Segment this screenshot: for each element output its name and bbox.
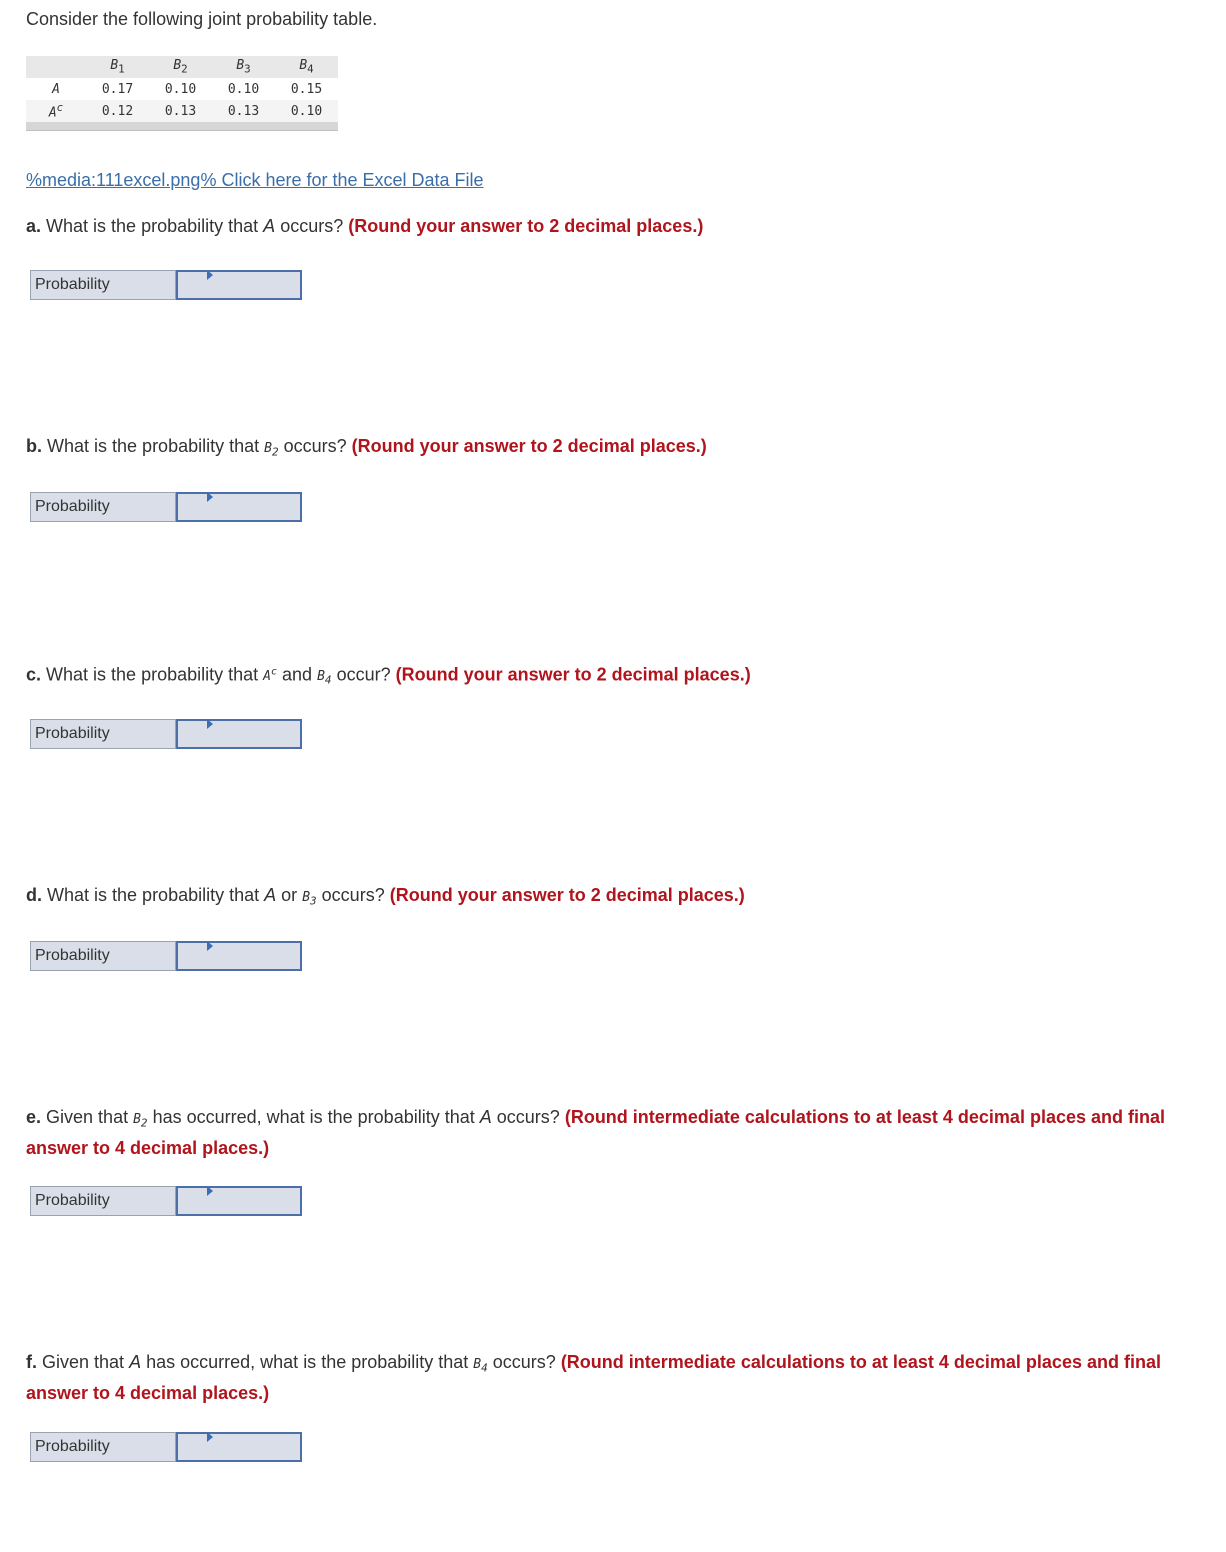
answer-row-c <box>30 719 302 749</box>
answer-row-d <box>30 941 302 971</box>
flag-icon <box>207 1186 213 1196</box>
answer-label: Probability <box>30 719 176 749</box>
answer-row-a <box>30 270 302 300</box>
question-d: d. What is the probability that A or $B_3$ occurs? (Round your answer to 2 decimal places.) <box>26 885 745 908</box>
table-cell: 0.10 <box>227 81 260 97</box>
question-a: a. What is the probability that A occurs? (Round your answer to 2 decimal places.) <box>26 216 704 236</box>
col-header-b4: $B_4$ <box>299 58 314 76</box>
col-header-b2: $B_2$ <box>173 58 188 76</box>
table-cell: 0.17 <box>101 81 134 97</box>
row-label-a: A <box>52 81 60 97</box>
answer-label: Probability <box>30 270 176 300</box>
answer-input-c[interactable] <box>176 719 302 749</box>
answer-input-d[interactable] <box>176 941 302 971</box>
joint-probability-table <box>26 56 338 131</box>
answer-input-a[interactable] <box>176 270 302 300</box>
flag-icon <box>207 719 213 729</box>
answer-label: Probability <box>30 1186 176 1216</box>
question-e: e. Given that $B_2$ has occurred, what is the probability that A occurs? (Round intermediate calculations to at least 4 decimal places and final answer to 4 decimal places.) <box>26 1107 1165 1158</box>
answer-label: Probability <box>30 941 176 971</box>
table-scrollbar <box>26 122 338 131</box>
question-c: c. What is the probability that $A^c$ and $B_4$ occur? (Round your answer to 2 decimal places.) <box>26 664 751 687</box>
question-f: f. Given that A has occurred, what is the probability that $B_4$ occurs? (Round intermediate calculations to at least 4 decimal places and final answer to 4 decimal places.) <box>26 1352 1161 1403</box>
excel-data-link[interactable]: %media:111excel.png% Click here for the Excel Data File <box>26 170 484 190</box>
table-row <box>26 100 338 122</box>
flag-icon <box>207 270 213 280</box>
table-cell: 0.12 <box>101 103 134 119</box>
table-row <box>26 78 338 100</box>
table-cell: 0.15 <box>290 81 323 97</box>
intro-text: Consider the following joint probability table. <box>26 9 378 29</box>
answer-input-e[interactable] <box>176 1186 302 1216</box>
col-header-b3: $B_3$ <box>236 58 251 76</box>
answer-label: Probability <box>30 492 176 522</box>
table-cell: 0.13 <box>227 103 260 119</box>
table-cell: 0.13 <box>164 103 197 119</box>
answer-input-b[interactable] <box>176 492 302 522</box>
flag-icon <box>207 941 213 951</box>
question-b: b. What is the probability that $B_2$ occurs? (Round your answer to 2 decimal places.) <box>26 436 707 459</box>
answer-row-b <box>30 492 302 522</box>
answer-input-f[interactable] <box>176 1432 302 1462</box>
col-header-b1: $B_1$ <box>110 58 125 76</box>
flag-icon <box>207 1432 213 1442</box>
flag-icon <box>207 492 213 502</box>
answer-label: Probability <box>30 1432 176 1462</box>
table-cell: 0.10 <box>164 81 197 97</box>
row-label-ac: $A^c$ <box>48 101 64 121</box>
answer-row-f <box>30 1432 302 1462</box>
table-cell: 0.10 <box>290 103 323 119</box>
answer-row-e <box>30 1186 302 1216</box>
table-header-row <box>26 56 338 78</box>
